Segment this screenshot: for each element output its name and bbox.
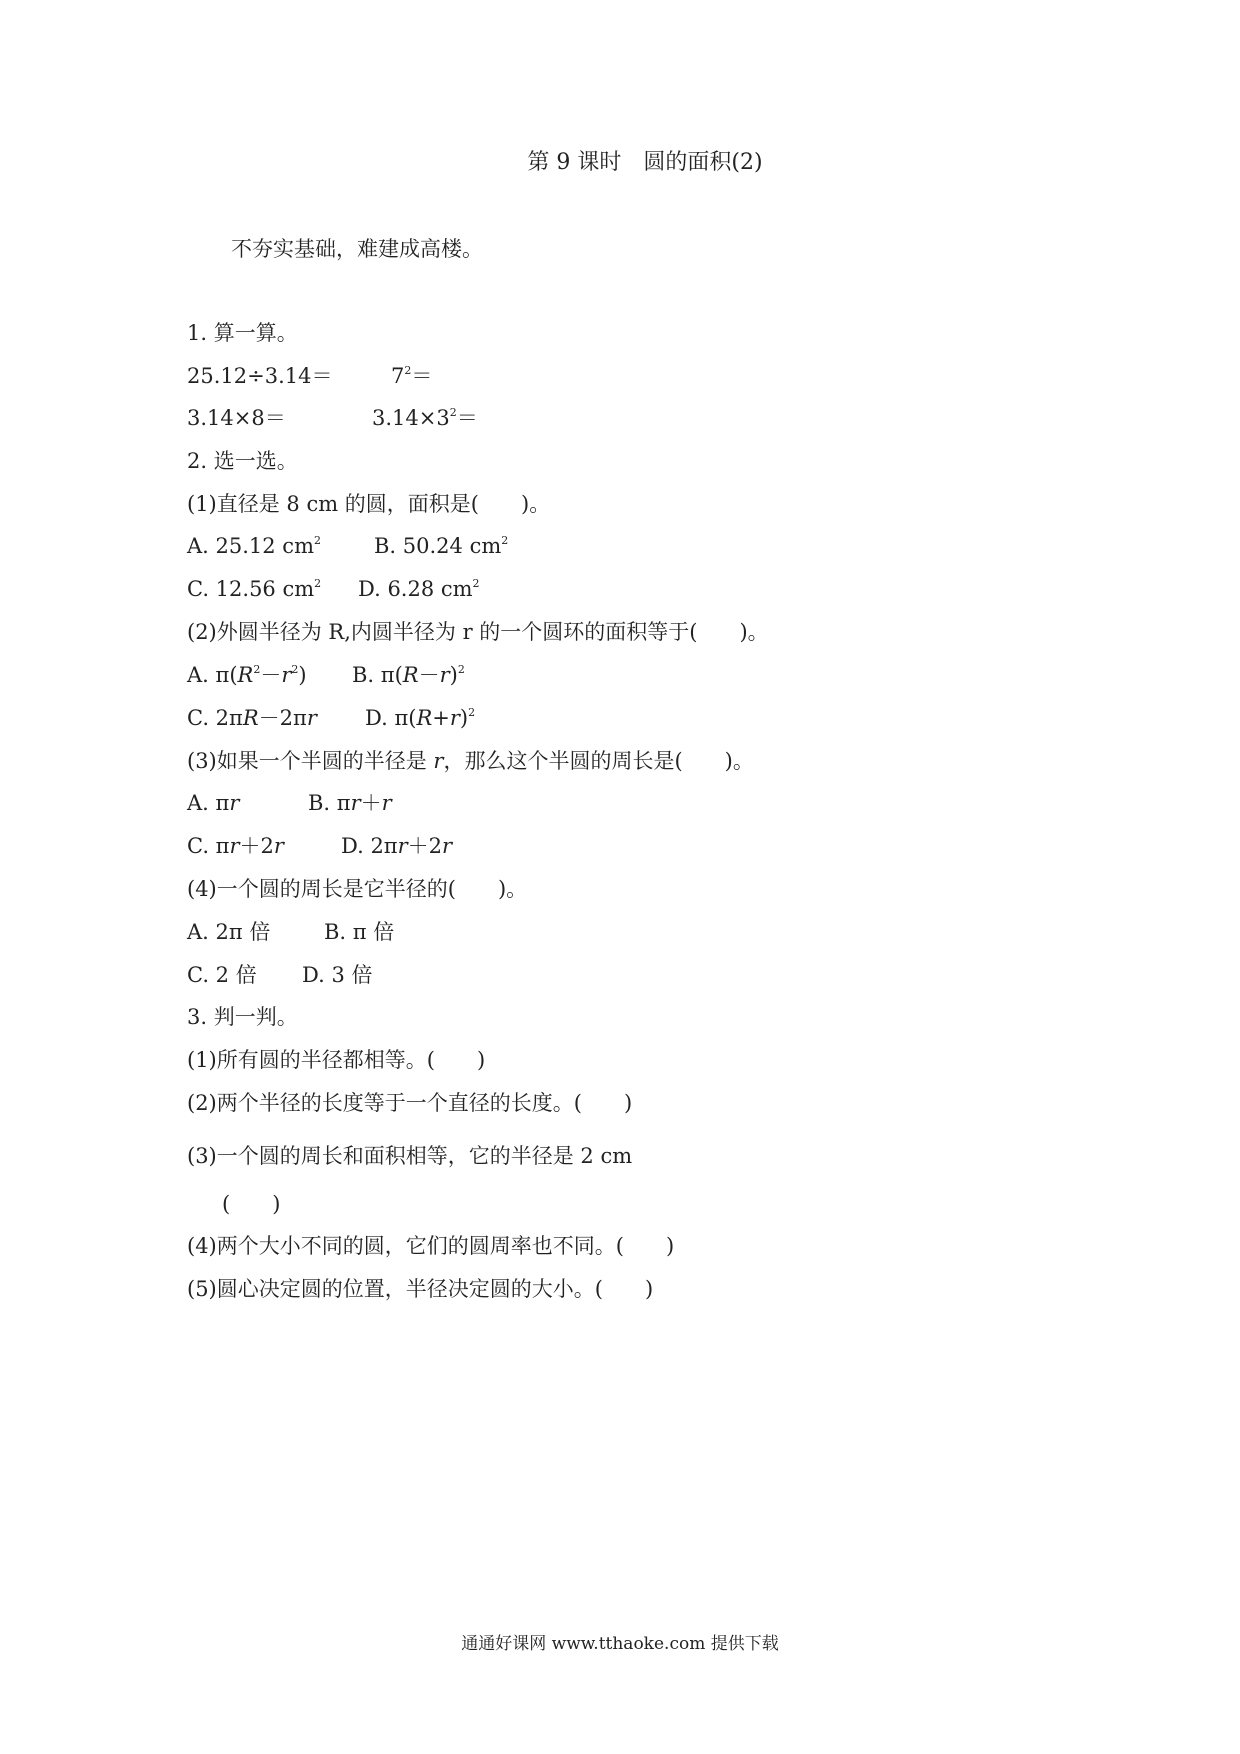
q1-item-d: $3.14\times 3^2=$	[372, 406, 478, 430]
q2-p4-option-b: B. π 倍	[324, 920, 395, 944]
motto: 不夯实基础，难建成高楼。	[231, 237, 483, 261]
q3-statement-2: (2)两个半径的长度等于一个直径的长度。( )	[187, 1091, 633, 1115]
q1-row1	[187, 361, 433, 391]
q2-p2-option-d: D. $\pi(R+r)^2$	[365, 706, 476, 730]
q2-p3-stem: (3)如果一个半圆的半径是 r，那么这个半圆的周长是( )。	[187, 749, 754, 773]
q2-p2-options-ab	[187, 660, 465, 690]
q2-p1-options-ab	[187, 531, 509, 561]
q1-item-a: 25.12÷3.14＝	[187, 364, 333, 388]
q1-row2	[187, 403, 478, 433]
q3-statement-1: (1)所有圆的半径都相等。( )	[187, 1048, 486, 1072]
q2-p3-options-ab	[187, 788, 392, 818]
q2-p4-option-d: D. 3 倍	[302, 963, 373, 987]
q3-statement-3: (3)一个圆的周长和面积相等，它的半径是 2 cm	[187, 1144, 633, 1168]
q2-p3-options-cd	[187, 831, 453, 861]
q3-statement-4: (4)两个大小不同的圆，它们的圆周率也不同。( )	[187, 1234, 675, 1258]
q2-p4-option-a: A. 2π 倍	[187, 920, 271, 944]
q2-p1-options-cd	[187, 574, 480, 604]
q3-statement-3-bracket: ( )	[222, 1192, 281, 1216]
q3-heading: 3. 判一判。	[187, 1005, 298, 1029]
q2-p2-options-cd	[187, 703, 476, 733]
q2-p3-option-d: D. 2πr＋2r	[341, 834, 453, 858]
q2-p3-option-a: A. πr	[187, 791, 240, 815]
q2-p1-option-d: D. 6.28 $cm^2$	[358, 577, 480, 601]
q2-p3-option-b: B. πr＋r	[308, 791, 392, 815]
q2-p1-option-b: B. 50.24 $cm^2$	[374, 534, 509, 558]
q2-p1-option-c: C. 12.56 $cm^2$	[187, 577, 322, 601]
q1-item-c: 3.14×8＝	[187, 406, 286, 430]
q2-p2-option-a: A. $\pi(R^2-r^2)$	[187, 663, 307, 687]
page-footer: 通通好课网 www.tthaoke.com 提供下载	[461, 1634, 779, 1654]
q2-p4-stem: (4)一个圆的周长是它半径的( )。	[187, 877, 528, 901]
q2-p4-options-ab	[187, 917, 395, 947]
q1-item-b: $7^2=$	[391, 364, 433, 388]
q2-p1-option-a: A. 25.12 $cm^2$	[187, 534, 321, 558]
q2-p3-option-c: C. πr＋2r	[187, 834, 284, 858]
q1-heading: 1. 算一算。	[187, 321, 298, 345]
q2-p2-option-c: C. 2πR－2πr	[187, 706, 317, 730]
q2-p4-option-c: C. 2 倍	[187, 963, 257, 987]
q2-p2-stem: (2)外圆半径为 R,内圆半径为 r 的一个圆环的面积等于( )。	[187, 620, 769, 644]
q2-p4-options-cd	[187, 960, 373, 990]
q2-heading: 2. 选一选。	[187, 449, 298, 473]
q2-p2-option-b: B. $\pi(R-r)^2$	[352, 663, 465, 687]
q2-p1-stem: (1)直径是 8 cm 的圆，面积是( )。	[187, 492, 551, 516]
q3-statement-5: (5)圆心决定圆的位置，半径决定圆的大小。( )	[187, 1277, 654, 1301]
page-title: 第 9 课时 圆的面积(2)	[527, 150, 763, 175]
